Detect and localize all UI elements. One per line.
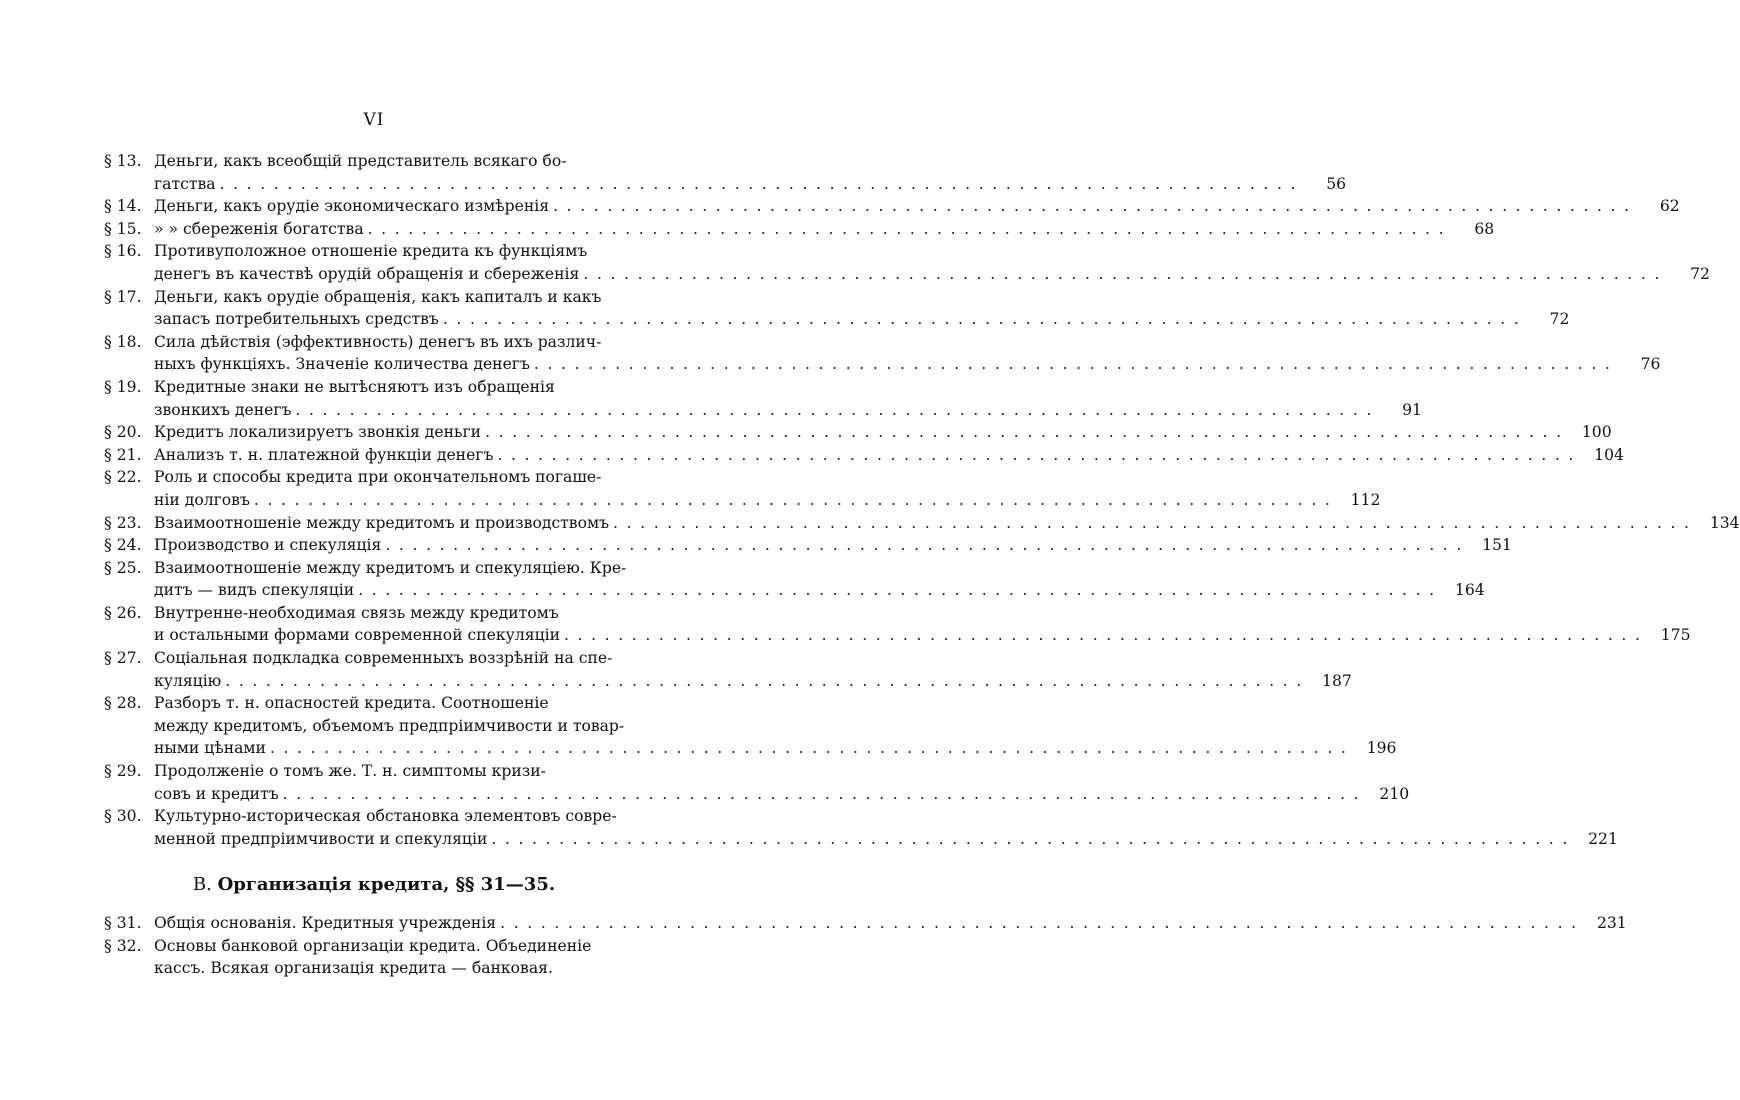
entry-title-line: звонкихъ денегъ	[154, 400, 292, 419]
entry-last-line	[154, 737, 1397, 760]
entry-last-line	[154, 624, 1691, 647]
entry-title-line: Внутренне-необходимая связь между кредитомъ	[154, 603, 559, 622]
entry-title-line: запасъ потребительныхъ средствъ	[154, 310, 439, 329]
page-ref: 151	[1482, 536, 1512, 555]
entry-title-line: совъ и кредитъ	[154, 784, 279, 803]
page-ref: 56	[1326, 174, 1347, 193]
entry-last-line	[154, 579, 1485, 602]
page-ref: 187	[1322, 671, 1352, 690]
entry-title-line: Кредитные знаки не вытѣсняютъ изъ обращенія	[154, 377, 555, 396]
section-number: § 26.	[104, 603, 142, 622]
entry-last-line	[154, 912, 1627, 935]
section-number: § 28.	[104, 694, 142, 713]
entry-last-line	[154, 670, 1352, 693]
section-heading	[0, 874, 748, 895]
section-number: § 17.	[104, 287, 142, 306]
toc-entry	[104, 195, 1680, 218]
entry-title-line: Деньги, какъ всеобщій представитель всякаго бо-	[154, 152, 567, 170]
toc-entry	[104, 240, 1710, 285]
entry-last-line	[154, 308, 1570, 331]
entry-title-line: куляцію	[154, 671, 222, 690]
toc-entry	[104, 557, 1485, 602]
entry-title-line: ными цѣнами	[154, 739, 266, 758]
entry-last-line	[154, 195, 1680, 218]
entry-title-line: ніи долговъ	[154, 490, 250, 509]
entry-title-line: гатства	[154, 174, 216, 193]
dot-leader: ................................................................................	[385, 536, 1470, 555]
dot-leader: ................................................................................	[282, 784, 1368, 803]
entry-title-line: Анализъ т. н. платежной функціи денегъ	[154, 445, 494, 464]
dot-leader: ................................................................................	[563, 626, 1649, 645]
entry-last-line	[154, 512, 1740, 535]
toc-entry	[104, 150, 1347, 195]
section-number: § 19.	[104, 377, 142, 396]
entry-last-line	[154, 783, 1410, 806]
toc-entry	[104, 286, 1570, 331]
dot-leader: ................................................................................	[358, 581, 1443, 600]
dot-leader: ................................................................................	[583, 264, 1668, 283]
dot-leader: ................................................................................	[367, 219, 1453, 238]
dot-leader: ................................................................................	[613, 513, 1698, 532]
entry-last-line	[154, 353, 1661, 376]
toc-entry	[104, 805, 1618, 850]
entry-last-line	[154, 399, 1422, 422]
toc-entry	[104, 512, 1740, 535]
page-ref: 100	[1581, 423, 1612, 442]
entry-title-line: менной предпріимчивости и спекуляціи	[154, 829, 488, 848]
entry-title-line: Общія основанія. Кредитныя учрежденія	[154, 914, 497, 932]
page-ref: 164	[1454, 581, 1485, 600]
section-number: § 32.	[104, 936, 142, 955]
section-letter: В.	[192, 874, 212, 895]
dot-leader: ................................................................................	[485, 423, 1570, 442]
dot-leader: ................................................................................	[497, 445, 1582, 464]
toc-entry	[104, 602, 1691, 647]
entry-title-line: ныхъ функціяхъ. Значеніе количества денегъ	[154, 355, 530, 374]
section-number: § 20.	[104, 423, 142, 442]
page-ref: 221	[1588, 829, 1618, 848]
page-ref: 175	[1660, 626, 1691, 645]
entry-title-line: Производство и спекуляція	[154, 536, 382, 555]
entry-title-line: Взаимоотношеніе между кредитомъ и производствомъ	[154, 513, 610, 532]
page-ref: 112	[1350, 490, 1381, 509]
entry-last-line	[154, 828, 1618, 851]
section-number: § 31.	[104, 914, 142, 932]
entry-title-line: Взаимоотношеніе между кредитомъ и спекуляціею. Кре-	[154, 558, 627, 577]
dot-leader: ................................................................................	[553, 197, 1638, 216]
entry-title-line: Сила дѣйствія (эффективность) денегъ въ ихъ различ-	[154, 332, 602, 351]
toc-entry	[104, 692, 1397, 760]
dot-leader: ................................................................................	[269, 739, 1355, 758]
dot-leader: ................................................................................	[225, 671, 1310, 690]
toc-entry	[104, 421, 1612, 444]
entry-last-line	[154, 489, 1381, 512]
entry-title-line: между кредитомъ, объемомъ предпріимчивости и товар-	[154, 716, 625, 735]
toc-entry	[104, 534, 1512, 557]
entry-title-line: Разборъ т. н. опасностей кредита. Соотношеніе	[154, 694, 549, 713]
page-ref: 68	[1474, 219, 1495, 238]
toc-entry	[104, 760, 1410, 805]
toc-entry	[104, 912, 1627, 935]
section-number: § 22.	[104, 468, 142, 487]
toc-entry	[104, 218, 1495, 241]
section-number: § 13.	[104, 152, 142, 170]
entry-title-line: Роль и способы кредита при окончательномъ погаше-	[154, 468, 602, 487]
table-of-contents-continued	[104, 912, 1627, 980]
page-ref: 210	[1379, 784, 1410, 803]
toc-entry	[104, 466, 1381, 511]
page-ref: 104	[1594, 445, 1624, 464]
toc-entry	[104, 647, 1352, 692]
section-number: § 30.	[104, 807, 142, 826]
page-ref: 91	[1402, 400, 1422, 419]
page-ref: 62	[1659, 197, 1680, 216]
entry-title-line: кассъ. Всякая организація кредита — банковая.	[154, 959, 553, 978]
section-number: § 15.	[104, 219, 142, 238]
section-number: § 24.	[104, 536, 142, 555]
dot-leader: ................................................................................	[253, 490, 1339, 509]
dot-leader: ................................................................................	[219, 174, 1305, 193]
entry-title-line: Продолженіе о томъ же. Т. н. симптомы кризи-	[154, 762, 546, 781]
section-number: § 14.	[104, 197, 142, 216]
entry-title-line: Деньги, какъ орудіе экономическаго измѣренія	[154, 197, 550, 216]
section-number: § 16.	[104, 242, 142, 261]
table-of-contents	[104, 150, 1740, 850]
entry-title-line: » » сбереженія богатства	[154, 219, 364, 238]
section-number: § 27.	[104, 649, 142, 668]
page-ref: 76	[1640, 355, 1661, 374]
page-ref: 134	[1709, 513, 1740, 532]
page-ref: 231	[1596, 914, 1627, 932]
entry-last-line	[154, 444, 1624, 467]
section-number: § 23.	[104, 513, 142, 532]
entry-title-line: денегъ въ качествѣ орудій обращенія и сбереженія	[154, 264, 580, 283]
section-number: § 25.	[104, 558, 142, 577]
section-number: § 18.	[104, 332, 142, 351]
section-number: § 21.	[104, 445, 142, 464]
page-ref: 72	[1690, 264, 1710, 283]
entry-last-line	[154, 421, 1612, 444]
page-ref: 72	[1549, 310, 1570, 329]
entry-title-line: и остальными формами современной спекуляціи	[154, 626, 560, 645]
entry-last-line	[154, 263, 1710, 286]
toc-entry	[104, 376, 1422, 421]
entry-last-line	[154, 534, 1512, 557]
entry-title-line: Соціальная подкладка современныхъ воззрѣній на спе-	[154, 649, 613, 668]
entry-title-line: Основы банковой организаціи кредита. Объединеніе	[154, 936, 592, 955]
page-ref: 196	[1366, 739, 1397, 758]
toc-entry	[104, 935, 648, 980]
toc-entry	[104, 331, 1661, 376]
section-number: § 29.	[104, 762, 142, 781]
dot-leader: ................................................................................	[442, 310, 1528, 329]
entry-title-line: дитъ — видъ спекуляціи	[154, 581, 355, 600]
dot-leader: ................................................................................	[295, 400, 1380, 419]
dot-leader: ................................................................................	[500, 914, 1585, 932]
entry-title-line: Противуположное отношеніе кредита къ функціямъ	[154, 242, 588, 261]
dot-leader: ................................................................................	[491, 829, 1576, 848]
entry-title-line: Деньги, какъ орудіе обращенія, какъ капиталъ и какъ	[154, 287, 602, 306]
entry-last-line	[154, 173, 1347, 196]
entry-title-line: Кредитъ локализируетъ звонкія деньги	[154, 423, 482, 442]
entry-title-line: Культурно-историческая обстановка элементовъ совре-	[154, 807, 617, 826]
dot-leader: ................................................................................	[533, 355, 1619, 374]
section-title: Организація кредита, §§ 31—35.	[217, 874, 556, 895]
toc-entry	[104, 444, 1624, 467]
entry-last-line	[154, 218, 1495, 241]
page-number: VI	[363, 110, 385, 130]
